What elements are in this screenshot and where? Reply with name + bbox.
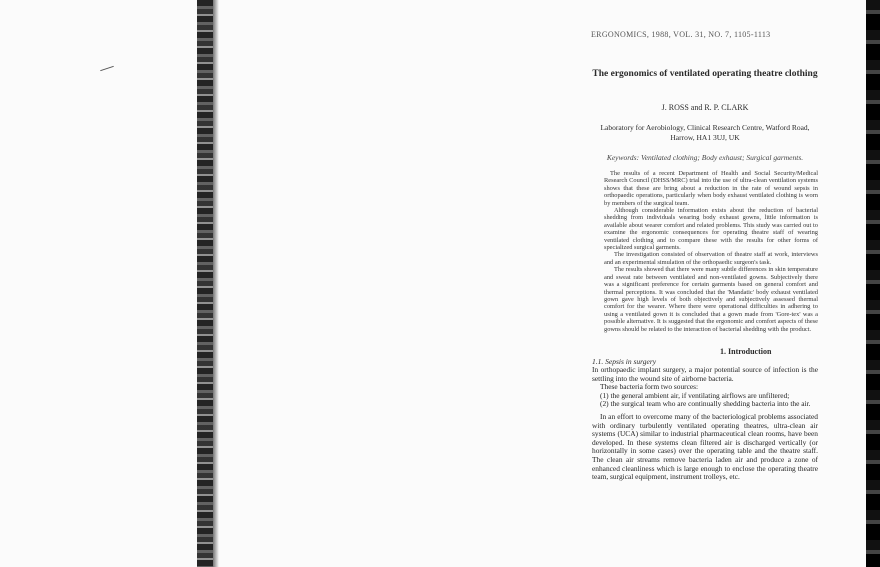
page-edge-shadow: [866, 0, 880, 567]
scan-mark: [100, 66, 114, 71]
keywords-line: Keywords: Ventilated clothing; Body exhaust; Surgical garments.: [606, 153, 804, 162]
journal-header: ERGONOMICS, 1988, VOL. 31, NO. 7, 1105-1113: [591, 30, 771, 39]
abstract-paragraph: The results showed that there were many subtle differences in skin temperature and sweat rate between ventilated and non-ventilated gowns. Subjectively there was a significant preference for certain garments based on general comfort and thermal perceptions. It was concluded that the 'Mandatic' body exhaust ventilated gown gave high levels of both objectively and subjectively assessed thermal comfort for the wearer. Where there were operational difficulties in adhering to using a ventilated gown it is concluded that a gown made from 'Gore-tex' was a possible alternative. It is suggested that the ergonomic and comfort aspects of these gowns should be related to the interaction of bacterial shedding with the product.: [604, 266, 818, 333]
body-paragraph: In an effort to overcome many of the bacteriological problems associated with ordinary turbulently ventilated operating theatres, ultra-clean air systems (UCA) similar to industrial pharmaceutical clean rooms, have been developed. In these systems clean filtered air is discharged vertically (or horizontally in some cases) over the operating table and the theatre staff. The clean air streams remove bacteria laden air and produce a zone of enhanced cleanliness which is large enough to enclose the operating theatre team, surgical equipment, instrument trolleys, etc.: [592, 411, 818, 482]
section-heading: 1. Introduction: [720, 347, 772, 356]
author-affiliation: Laboratory for Aerobiology, Clinical Research Centre, Watford Road, Harrow, HA1 3UJ, UK: [600, 123, 810, 142]
abstract-paragraph: The results of a recent Department of Health and Social Security/Medical Research Council (DHSS/MRC) trial into the use of ultra-clean ventilation systems shows that these are bring about a reduction in the rate of wound sepsis in orthopaedic operations, particularly when body exhaust ventilated clothing is worn by members of the surgical team.: [604, 170, 818, 207]
binding-fade: [213, 0, 219, 567]
list-item: (1) the general ambient air, if ventilating airflows are unfiltered;: [600, 390, 790, 400]
article-title: The ergonomics of ventilated operating theatre clothing: [592, 69, 818, 79]
subsection-heading: 1.1. Sepsis in surgery: [592, 357, 657, 366]
abstract-paragraph: Although considerable information exists about the reduction of bacterial shedding from individuals wearing body exhaust gowns, little information is available about wearer comfort and related problems. This study was carried out to examine the ergonomic consequences for operating theatre staff of wearing ventilated clothing and to compare these with the results for other forms of specialized surgical garments.: [604, 207, 818, 252]
body-text: [592, 366, 818, 482]
abstract: [604, 170, 818, 333]
article-authors: J. ROSS and R. P. CLARK: [661, 103, 749, 112]
body-paragraph: These bacteria form two sources:: [600, 382, 699, 392]
binding-shadow: [197, 0, 213, 567]
list-item: (2) the surgical team who are continually shedding bacteria into the air.: [600, 399, 811, 409]
body-paragraph: In orthopaedic implant surgery, a major potential source of infection is the settling into the wound site of airborne bacteria.: [592, 365, 818, 383]
abstract-paragraph: The investigation consisted of observation of theatre staff at work, interviews and an experimental simulation of the orthopaedic surgeon's task.: [604, 251, 818, 266]
